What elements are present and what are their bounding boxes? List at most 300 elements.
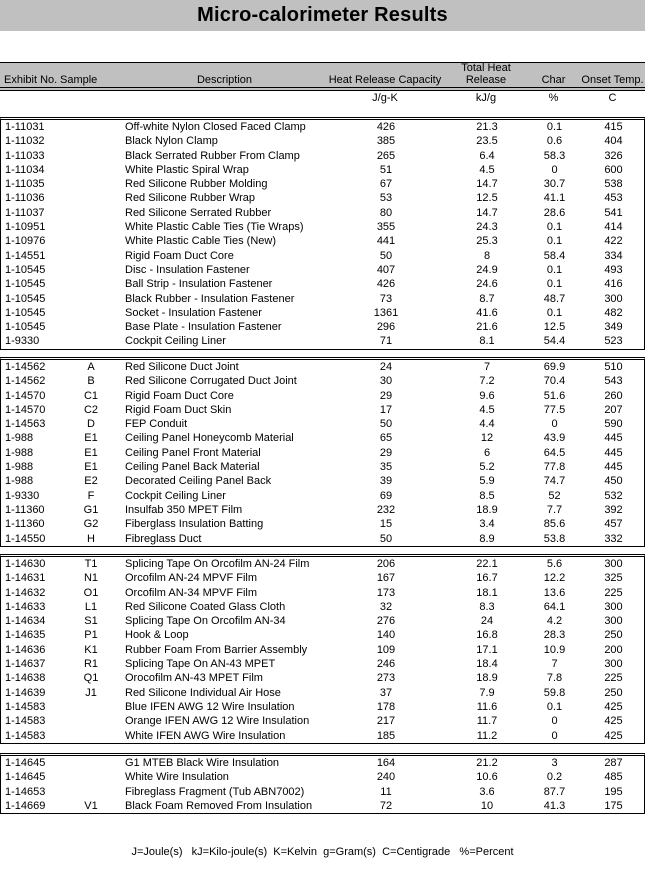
- cell-heat-release-capacity: 109: [376, 643, 396, 656]
- cell-sample: G2: [83, 518, 99, 531]
- cell-sample: [59, 770, 123, 784]
- table-row: [1, 686, 645, 700]
- cell-heat-release-capacity: 30: [379, 375, 393, 388]
- cell-char: 64.5: [543, 446, 566, 459]
- table-row: [1, 292, 645, 306]
- cell-description: FEP Conduit: [125, 418, 188, 431]
- cell-exhibit: 1-11035: [5, 178, 45, 191]
- table-row: [1, 700, 645, 714]
- table-row: [1, 306, 645, 320]
- cell-heat-release-capacity: 240: [376, 771, 396, 784]
- cell-heat-release-capacity: 185: [376, 729, 396, 742]
- cell-exhibit: 1-14583: [5, 700, 46, 713]
- cell-total-heat-release: 21.3: [476, 121, 498, 133]
- table-row: [1, 628, 645, 642]
- table-row: [1, 643, 645, 657]
- table-row: [1, 770, 645, 784]
- cell-char: 0.1: [546, 263, 563, 276]
- cell-description: Ceiling Panel Back Material: [125, 461, 260, 474]
- cell-sample: B: [87, 375, 95, 388]
- cell-heat-release-capacity: 73: [379, 292, 393, 305]
- table-row: [1, 206, 645, 220]
- cell-total-heat-release: 7: [483, 361, 491, 373]
- cell-description: Orocofilm AN-43 MPET Film: [125, 672, 263, 685]
- cell-sample: [59, 177, 123, 191]
- unit-onset-temp: C: [608, 92, 617, 104]
- cell-description: White Plastic Cable Ties (New): [125, 235, 276, 248]
- cell-char: 69.9: [543, 361, 566, 373]
- table-row: [1, 191, 645, 205]
- cell-char: 87.7: [543, 785, 566, 798]
- cell-total-heat-release: 18.9: [476, 672, 498, 685]
- cell-total-heat-release: 4.5: [479, 403, 495, 416]
- cell-heat-release-capacity: 24: [379, 361, 393, 373]
- cell-total-heat-release: 23.5: [476, 135, 498, 148]
- cell-exhibit: 1-988: [5, 461, 34, 474]
- column-header-row: [0, 62, 645, 91]
- cell-total-heat-release: 14.7: [476, 178, 498, 191]
- cell-description: Orcofilm AN-34 MPVF Film: [125, 586, 258, 599]
- cell-heat-release-capacity: 67: [379, 178, 393, 191]
- table-row: [1, 557, 645, 571]
- cell-onset-temp: 445: [604, 446, 623, 459]
- cell-sample: [59, 249, 123, 263]
- cell-total-heat-release: 10.6: [476, 771, 498, 784]
- cell-onset-temp: 416: [604, 278, 623, 291]
- cell-sample: L1: [84, 600, 98, 613]
- cell-total-heat-release: 24.3: [476, 221, 498, 234]
- cell-total-heat-release: 11.6: [476, 700, 498, 713]
- cell-char: 7.8: [546, 672, 563, 685]
- cell-onset-temp: 300: [604, 292, 623, 305]
- cell-heat-release-capacity: 17: [379, 403, 393, 416]
- cell-sample: [59, 292, 123, 306]
- cell-exhibit: 1-14632: [5, 586, 46, 599]
- table-row: [1, 149, 645, 163]
- cell-heat-release-capacity: 69: [379, 489, 393, 502]
- cell-heat-release-capacity: 71: [379, 335, 393, 348]
- cell-onset-temp: 510: [604, 361, 623, 373]
- cell-exhibit: 1-14653: [5, 785, 46, 798]
- cell-char: 59.8: [543, 686, 566, 699]
- cell-exhibit: 1-14669: [5, 799, 46, 812]
- cell-total-heat-release: 17.1: [476, 643, 498, 656]
- cell-char: 0.1: [546, 121, 563, 133]
- cell-total-heat-release: 21.2: [476, 757, 498, 769]
- table-row: [1, 163, 645, 177]
- cell-exhibit: 1-14639: [5, 686, 46, 699]
- table-row: [1, 671, 645, 685]
- cell-onset-temp: 415: [604, 121, 623, 133]
- cell-description: Black Rubber - Insulation Fastener: [125, 292, 295, 305]
- cell-description: Splicing Tape On Orcofilm AN-34: [125, 615, 286, 628]
- cell-sample: N1: [83, 572, 99, 585]
- cell-description: Hook & Loop: [125, 629, 189, 642]
- cell-onset-temp: 300: [604, 558, 623, 570]
- cell-char: 7: [551, 658, 558, 671]
- cell-total-heat-release: 14.7: [476, 206, 498, 219]
- cell-heat-release-capacity: 29: [379, 446, 393, 459]
- cell-total-heat-release: 8.3: [479, 600, 495, 613]
- cell-sample: R1: [83, 658, 99, 671]
- cell-exhibit: 1-9330: [5, 489, 40, 502]
- cell-exhibit: 1-11360: [5, 518, 45, 531]
- cell-onset-temp: 200: [604, 643, 623, 656]
- cell-char: 0: [551, 715, 558, 728]
- cell-total-heat-release: 4.4: [479, 418, 495, 431]
- table-row: [1, 234, 645, 248]
- table-row: [1, 756, 645, 770]
- column-header-total-heat-line1: Total Heat: [461, 62, 511, 74]
- cell-sample: [59, 234, 123, 248]
- cell-onset-temp: 287: [604, 757, 623, 769]
- cell-total-heat-release: 11.2: [476, 729, 498, 742]
- cell-onset-temp: 493: [604, 263, 623, 276]
- column-header-char: Char: [541, 74, 566, 86]
- cell-total-heat-release: 18.9: [476, 503, 498, 516]
- table-row: [1, 249, 645, 263]
- cell-onset-temp: 425: [604, 700, 623, 713]
- cell-onset-temp: 250: [604, 629, 623, 642]
- cell-onset-temp: 422: [604, 235, 623, 248]
- cell-total-heat-release: 3.6: [479, 785, 495, 798]
- table-row: [1, 600, 645, 614]
- cell-description: Red Silicone Corrugated Duct Joint: [125, 375, 297, 388]
- cell-exhibit: 1-14583: [5, 729, 46, 742]
- cell-heat-release-capacity: 167: [376, 572, 396, 585]
- cell-char: 48.7: [543, 292, 566, 305]
- cell-heat-release-capacity: 140: [376, 629, 396, 642]
- cell-heat-release-capacity: 50: [379, 532, 393, 545]
- column-header-onset-temp: Onset Temp.: [581, 74, 644, 86]
- table-row: [1, 431, 645, 445]
- cell-heat-release-capacity: 441: [376, 235, 396, 248]
- cell-char: 12.2: [543, 572, 566, 585]
- cell-onset-temp: 445: [604, 461, 623, 474]
- table-row: [1, 532, 645, 546]
- cell-description: Red Silicone Coated Glass Cloth: [125, 600, 286, 613]
- table-row: [1, 586, 645, 600]
- cell-sample: [59, 714, 123, 728]
- cell-onset-temp: 404: [604, 135, 623, 148]
- cell-onset-temp: 457: [604, 518, 623, 531]
- column-header-total-heat-line2: Release: [465, 74, 507, 86]
- table-row: [1, 489, 645, 503]
- cell-description: White Wire Insulation: [125, 771, 229, 784]
- cell-onset-temp: 425: [604, 715, 623, 728]
- cell-exhibit: 1-988: [5, 446, 34, 459]
- cell-exhibit: 1-14634: [5, 615, 46, 628]
- table-row: [1, 417, 645, 431]
- cell-heat-release-capacity: 355: [376, 221, 396, 234]
- cell-onset-temp: 590: [604, 418, 623, 431]
- cell-char: 52: [548, 489, 561, 502]
- cell-description: White IFEN AWG Wire Insulation: [125, 729, 286, 742]
- table-row: [1, 474, 645, 488]
- cell-onset-temp: 425: [604, 729, 623, 742]
- cell-exhibit: 1-10545: [5, 278, 46, 291]
- cell-description: Ceiling Panel Honeycomb Material: [125, 432, 294, 445]
- unit-heat-release-capacity: J/g-K: [372, 92, 398, 104]
- cell-onset-temp: 300: [604, 615, 623, 628]
- cell-onset-temp: 326: [604, 149, 623, 162]
- cell-total-heat-release: 6: [483, 446, 491, 459]
- cell-heat-release-capacity: 173: [376, 586, 396, 599]
- cell-onset-temp: 250: [604, 686, 623, 699]
- table-row: [1, 799, 645, 813]
- cell-exhibit: 1-14562: [5, 375, 46, 388]
- cell-description: Black Serrated Rubber From Clamp: [125, 149, 300, 162]
- cell-char: 41.1: [543, 192, 566, 205]
- cell-onset-temp: 300: [604, 658, 623, 671]
- cell-onset-temp: 538: [604, 178, 623, 191]
- cell-description: Fibreglass Fragment (Tub ABN7002): [125, 785, 305, 798]
- cell-sample: O1: [83, 586, 99, 599]
- units-spacer: [58, 91, 122, 107]
- unit-total-heat-release: kJ/g: [475, 92, 497, 104]
- cell-char: 3: [551, 757, 558, 769]
- table-row: [1, 517, 645, 531]
- cell-sample: [59, 163, 123, 177]
- cell-heat-release-capacity: 265: [376, 149, 396, 162]
- cell-heat-release-capacity: 217: [376, 715, 396, 728]
- cell-exhibit: 1-14637: [5, 658, 46, 671]
- cell-char: 41.3: [543, 799, 566, 812]
- cell-total-heat-release: 21.6: [476, 321, 498, 334]
- cell-sample: [59, 785, 123, 799]
- cell-onset-temp: 600: [604, 163, 623, 176]
- cell-char: 4.2: [546, 615, 563, 628]
- unit-char: %: [548, 92, 559, 104]
- cell-description: Disc - Insulation Fastener: [125, 263, 250, 276]
- column-header-heat-release-capacity: Heat Release Capacity: [328, 74, 442, 86]
- cell-description: Ball Strip - Insulation Fastener: [125, 278, 273, 291]
- cell-heat-release-capacity: 246: [376, 658, 396, 671]
- units-legend: J=Joule(s) kJ=Kilo-joule(s) K=Kelvin g=Gram(s) C=Centigrade %=Percent: [131, 846, 514, 858]
- cell-heat-release-capacity: 296: [376, 321, 396, 334]
- cell-total-heat-release: 9.6: [479, 389, 495, 402]
- cell-heat-release-capacity: 80: [379, 206, 393, 219]
- units-spacer: [0, 91, 58, 107]
- cell-total-heat-release: 7.9: [479, 686, 495, 699]
- cell-heat-release-capacity: 232: [376, 503, 396, 516]
- cell-char: 0.1: [546, 278, 563, 291]
- cell-char: 58.4: [543, 249, 566, 262]
- cell-heat-release-capacity: 178: [376, 700, 396, 713]
- cell-description: White Plastic Cable Ties (Tie Wraps): [125, 221, 304, 234]
- cell-sample: G1: [83, 503, 99, 516]
- cell-total-heat-release: 11.7: [476, 715, 498, 728]
- cell-description: Cockpit Ceiling Liner: [125, 489, 226, 502]
- cell-heat-release-capacity: 276: [376, 615, 396, 628]
- cell-total-heat-release: 5.2: [479, 461, 495, 474]
- cell-sample: T1: [84, 558, 98, 570]
- cell-heat-release-capacity: 50: [379, 418, 393, 431]
- cell-heat-release-capacity: 65: [379, 432, 393, 445]
- cell-sample: P1: [84, 629, 98, 642]
- table-row: [1, 263, 645, 277]
- cell-heat-release-capacity: 407: [376, 263, 396, 276]
- cell-char: 0: [551, 418, 558, 431]
- cell-sample: A: [87, 361, 95, 373]
- table-row: [1, 785, 645, 799]
- title-banner: [0, 0, 645, 31]
- cell-char: 51.6: [543, 389, 566, 402]
- cell-exhibit: 1-10545: [5, 321, 46, 334]
- cell-sample: H: [87, 532, 95, 545]
- cell-sample: [59, 729, 123, 743]
- cell-sample: E1: [84, 432, 98, 445]
- cell-sample: S1: [84, 615, 98, 628]
- cell-sample: [59, 756, 123, 770]
- cell-total-heat-release: 24.9: [476, 263, 498, 276]
- cell-exhibit: 1-11037: [5, 206, 45, 219]
- cell-total-heat-release: 6.4: [479, 149, 495, 162]
- cell-heat-release-capacity: 164: [376, 757, 396, 769]
- cell-description: Fiberglass Insulation Batting: [125, 518, 264, 531]
- cell-description: Cockpit Ceiling Liner: [125, 335, 226, 348]
- table-row: [1, 503, 645, 517]
- cell-heat-release-capacity: 385: [376, 135, 396, 148]
- cell-heat-release-capacity: 50: [379, 249, 393, 262]
- cell-char: 28.6: [543, 206, 566, 219]
- cell-char: 64.1: [543, 600, 566, 613]
- cell-exhibit: 1-11032: [5, 135, 45, 148]
- cell-total-heat-release: 8.9: [479, 532, 495, 545]
- cell-description: Decorated Ceiling Panel Back: [125, 475, 272, 488]
- cell-description: Rigid Foam Duct Skin: [125, 403, 232, 416]
- cell-heat-release-capacity: 72: [379, 799, 393, 812]
- cell-description: Red Silicone Rubber Wrap: [125, 192, 256, 205]
- units-spacer: [122, 91, 325, 107]
- cell-sample: [59, 334, 123, 348]
- page-title: Micro-calorimeter Results: [197, 4, 448, 26]
- cell-heat-release-capacity: 51: [379, 163, 393, 176]
- cell-onset-temp: 195: [604, 785, 623, 798]
- cell-total-heat-release: 5.9: [479, 475, 495, 488]
- table-row: [1, 729, 645, 743]
- results-section-3: [0, 554, 645, 744]
- cell-onset-temp: 453: [604, 192, 623, 205]
- cell-onset-temp: 175: [604, 799, 623, 812]
- cell-description: Orcofilm AN-24 MPVF Film: [125, 572, 258, 585]
- table-row: [1, 657, 645, 671]
- cell-total-heat-release: 12: [480, 432, 494, 445]
- cell-exhibit: 1-11034: [5, 163, 45, 176]
- cell-description: Red Silicone Individual Air Hose: [125, 686, 281, 699]
- cell-description: Red Silicone Serrated Rubber: [125, 206, 272, 219]
- cell-total-heat-release: 4.5: [479, 163, 495, 176]
- table-row: [1, 360, 645, 374]
- cell-exhibit: 1-14562: [5, 361, 46, 373]
- cell-heat-release-capacity: 29: [379, 389, 393, 402]
- cell-char: 7.7: [546, 503, 563, 516]
- column-header-description: Description: [196, 74, 253, 86]
- cell-exhibit: 1-988: [5, 432, 34, 445]
- cell-description: Orange IFEN AWG 12 Wire Insulation: [125, 715, 310, 728]
- cell-onset-temp: 523: [604, 335, 623, 348]
- cell-description: Ceiling Panel Front Material: [125, 446, 261, 459]
- cell-sample: [59, 320, 123, 334]
- table-row: [1, 334, 645, 348]
- cell-onset-temp: 450: [604, 475, 623, 488]
- table-row: [1, 389, 645, 403]
- cell-sample: [59, 220, 123, 234]
- cell-onset-temp: 485: [604, 771, 623, 784]
- cell-description: Base Plate - Insulation Fastener: [125, 321, 282, 334]
- cell-char: 70.4: [543, 375, 566, 388]
- cell-sample: [59, 206, 123, 220]
- cell-char: 74.7: [543, 475, 566, 488]
- cell-exhibit: 1-11031: [5, 121, 45, 133]
- cell-onset-temp: 541: [604, 206, 623, 219]
- cell-onset-temp: 543: [604, 375, 623, 388]
- cell-heat-release-capacity: 426: [376, 278, 396, 291]
- cell-exhibit: 1-14636: [5, 643, 46, 656]
- cell-exhibit: 1-14563: [5, 418, 46, 431]
- cell-sample: F: [87, 489, 95, 502]
- cell-sample: [59, 306, 123, 320]
- cell-heat-release-capacity: 273: [376, 672, 396, 685]
- cell-onset-temp: 260: [604, 389, 623, 402]
- cell-sample: [59, 134, 123, 148]
- cell-heat-release-capacity: 206: [376, 558, 396, 570]
- cell-heat-release-capacity: 37: [379, 686, 393, 699]
- cell-exhibit: 1-11033: [5, 149, 45, 162]
- column-header-exhibit: Exhibit No.: [4, 74, 58, 86]
- cell-onset-temp: 225: [604, 672, 623, 685]
- cell-onset-temp: 225: [604, 586, 623, 599]
- cell-heat-release-capacity: 15: [379, 518, 393, 531]
- cell-sample: C2: [83, 403, 99, 416]
- cell-char: 0: [551, 729, 558, 742]
- table-row: [1, 120, 645, 134]
- cell-heat-release-capacity: 35: [379, 461, 393, 474]
- table-row: [1, 714, 645, 728]
- cell-sample: E1: [84, 461, 98, 474]
- cell-description: Fibreglass Duct: [125, 532, 202, 545]
- cell-description: Off-white Nylon Closed Faced Clamp: [125, 121, 306, 133]
- cell-heat-release-capacity: 32: [379, 600, 393, 613]
- units-row: [0, 91, 645, 107]
- cell-description: Rubber Foam From Barrier Assembly: [125, 643, 308, 656]
- cell-char: 0.1: [546, 700, 563, 713]
- cell-description: White Plastic Spiral Wrap: [125, 163, 249, 176]
- results-section-4: [0, 753, 645, 814]
- cell-onset-temp: 207: [604, 403, 623, 416]
- cell-exhibit: 1-10976: [5, 235, 46, 248]
- cell-sample: [59, 120, 123, 134]
- table-row: [1, 220, 645, 234]
- cell-description: G1 MTEB Black Wire Insulation: [125, 757, 280, 769]
- cell-sample: [59, 263, 123, 277]
- cell-exhibit: 1-9330: [5, 335, 40, 348]
- cell-onset-temp: 332: [604, 532, 623, 545]
- cell-total-heat-release: 24.6: [476, 278, 498, 291]
- cell-sample: [59, 700, 123, 714]
- cell-sample: Q1: [83, 672, 99, 685]
- cell-exhibit: 1-14550: [5, 532, 46, 545]
- cell-description: Blue IFEN AWG 12 Wire Insulation: [125, 700, 295, 713]
- cell-exhibit: 1-14570: [5, 389, 46, 402]
- column-header-sample: Sample: [60, 74, 98, 86]
- cell-sample: D: [87, 418, 95, 431]
- cell-heat-release-capacity: 426: [376, 121, 396, 133]
- cell-sample: K1: [84, 643, 98, 656]
- cell-heat-release-capacity: 53: [379, 192, 393, 205]
- table-row: [1, 134, 645, 148]
- cell-description: Black Foam Removed From Insulation: [125, 799, 313, 812]
